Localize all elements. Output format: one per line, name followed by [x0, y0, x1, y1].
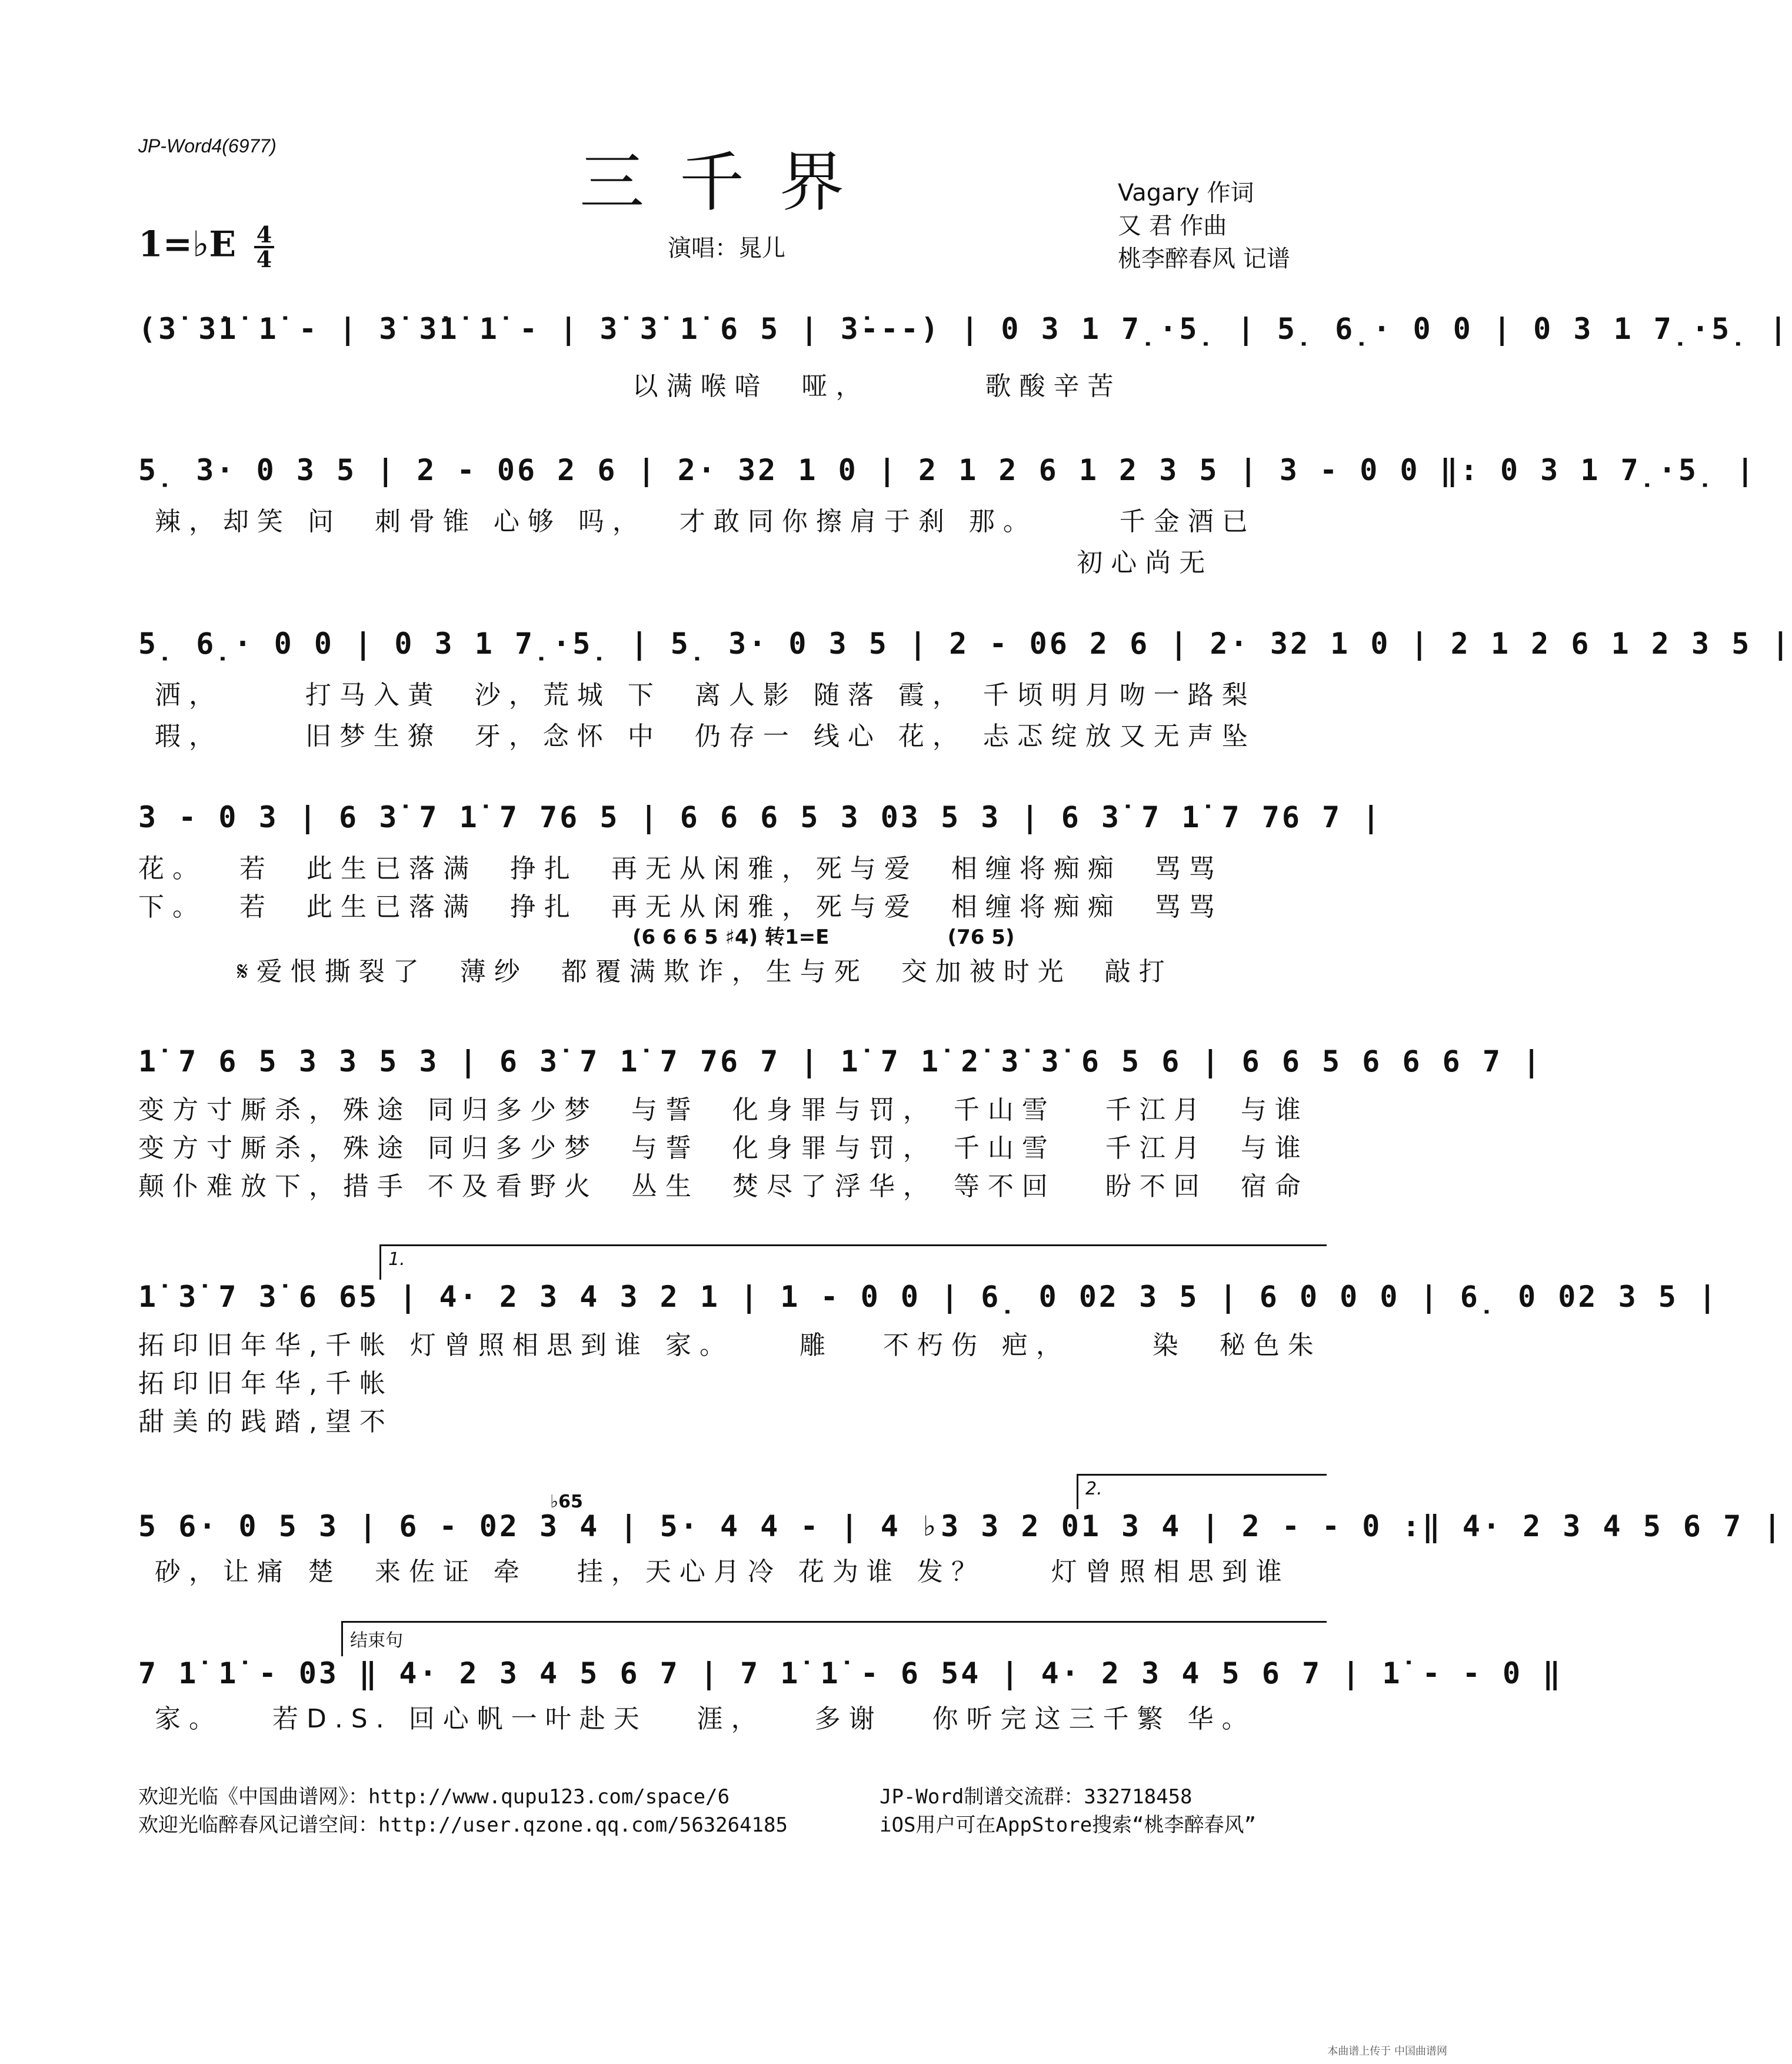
- lyric-line: 变方寸厮杀，殊途 同归多少梦 与誓 化身罪与罚， 千山雪 千江月 与谁: [138, 1095, 1309, 1125]
- watermark-stamp: 本曲谱上传于 中国曲谱网: [1327, 2045, 1447, 2058]
- stave-7: [138, 1474, 1784, 1587]
- footer-text: JP-Word制谱交流群：332718458: [880, 1785, 1193, 1809]
- key-label: 1=♭E: [138, 224, 237, 265]
- lyric-line: 瑕， 旧梦生獠 牙，念怀 中 仍存一 线心 花， 忐忑绽放又无声坠: [138, 721, 1256, 751]
- lyric-line: 下。 若 此生已落满 挣扎 再无从闲雅，死与爱 相缠将痴痴 骂骂: [138, 892, 1223, 922]
- time-signature: [254, 221, 274, 272]
- notation-line: 5̣ 6̣· 0 0 | 0 3 1 7̣·5̣ | 5̣ 3· 0 3 5 | 2 - 06 2 6 | 2· 32 1 0 | 2 1 2 6 1 2 3 5 |: [138, 627, 1792, 661]
- volta-bracket: [379, 1244, 1327, 1246]
- lyric-line: 以满喉喑 哑， 歌酸辛苦: [138, 371, 1122, 401]
- singer: 演唱：晁儿: [668, 235, 785, 262]
- notation-line: 7 1̇ 1̇ - 03 ‖ 4· 2 3 4 5 6 7 | 7 1̇ 1̇ - 6 54 | 4· 2 3 4 5 6 7 | 1̇ - - 0 ‖: [138, 1656, 1563, 1690]
- footer-link[interactable]: 欢迎光临醉春风记谱空间：http://user.qzone.qq.com/563264185: [138, 1813, 788, 1837]
- lyric-line: 洒， 打马入黄 沙，荒城 下 离人影 随落 霞， 千顷明月吻一路梨: [138, 680, 1256, 710]
- alternate-notes: (6 6 6 5 ♯4) 转1=E (76 5): [632, 926, 1015, 949]
- volta-label: 结束句: [350, 1630, 403, 1651]
- key-signature: [138, 221, 274, 272]
- time-top: 4: [256, 221, 272, 248]
- lyric-line: 甜美的践踏,望不: [138, 1407, 394, 1437]
- volta-label: 1.: [388, 1249, 405, 1270]
- lyric-line: 辣，却笑 问 刺骨锥 心够 吗， 才敢同你擦肩于刹 那。 千金酒已: [138, 507, 1256, 537]
- lyric-line: 变方寸厮杀，殊途 同归多少梦 与誓 化身罪与罚， 千山雪 千江月 与谁: [138, 1133, 1309, 1163]
- stave-5: [138, 1044, 1543, 1221]
- lyricist-credit: Vagary 作词: [1118, 179, 1254, 207]
- volta-label: 2.: [1085, 1479, 1102, 1499]
- lyric-line: 拓印旧年华,千帐: [138, 1369, 394, 1399]
- volta-bracket-end: [1077, 1474, 1078, 1509]
- volta-bracket: [1077, 1474, 1327, 1476]
- stave-6: [138, 1244, 1719, 1439]
- song-title: 三千界: [579, 145, 880, 220]
- footer-text: iOS用户可在AppStore搜索“桃李醉春风”: [880, 1813, 1257, 1837]
- notation-line: (3̇ 3̇1̇ 1̇ - | 3̇ 3̇1̇ 1̇ - | 3̇ 3̇ 1̇ 6 5 | 3̇---) | 0 3 1 7̣·5̣ | 5̣ 6̣· 0 0 | 0 3 1 7̣·5̣ |: [138, 312, 1790, 346]
- lyric-line: 𝄋爱恨撕裂了 薄纱 都覆满欺诈，生与死 交加被时光 敲打: [138, 957, 1173, 987]
- source-label: JP-Word4(6977): [138, 135, 277, 157]
- time-bottom: 4: [256, 246, 272, 272]
- grace-notes: ♭65: [550, 1492, 583, 1512]
- transcriber-credit: 桃李醉春风 记谱: [1118, 245, 1290, 272]
- footer-link[interactable]: 欢迎光临《中国曲谱网》：http://www.qupu123.com/space/6: [138, 1785, 730, 1809]
- volta-bracket-end: [379, 1244, 381, 1280]
- notation-line: 5 6· 0 5 3 | 6 - 02 3 4 | 5· 4 4 - | 4 ♭3 3 2 01 3 4 | 2 - - 0 :‖ 4· 2 3 4 5 6 7 |: [138, 1509, 1784, 1543]
- notation-line: 1̇ 7 6 5 3 3 5 3 | 6 3̇ 7 1̇ 7 76 7 | 1̇ 7 1̇ 2̇ 3̇ 3̇ 6 5 6 | 6 6 5 6 6 6 7 |: [138, 1044, 1543, 1078]
- lyric-line: 花。 若 此生已落满 挣扎 再无从闲雅，死与爱 相缠将痴痴 骂骂: [138, 854, 1223, 884]
- notation-line: 1̇ 3̇ 7 3̇ 6 65 | 4· 2 3 4 3 2 1 | 1 - 0 0 | 6̣ 0 02 3 5 | 6 0 0 0 | 6̣ 0 02 3 5 |: [138, 1280, 1719, 1314]
- notation-line: 3 - 0 3 | 6 3̇ 7 1̇ 7 76 5 | 6 6 6 5 3 03 5 3 | 6 3̇ 7 1̇ 7 76 7 |: [138, 800, 1383, 834]
- notation-line: 5̣ 3· 0 3 5 | 2 - 06 2 6 | 2· 32 1 0 | 2 1 2 6 1 2 3 5 | 3 - 0 0 ‖: 0 3 1 7̣·5̣ |: [138, 453, 1757, 487]
- stave-8: [138, 1621, 1563, 1734]
- lyric-line: 颠仆难放下，措手 不及看野火 丛生 焚尽了浮华， 等不回 盼不回 宿命: [138, 1171, 1309, 1201]
- lyric-line: 初心尚无: [138, 548, 1214, 578]
- stave-4: [138, 800, 1383, 1012]
- footer-left: [138, 1783, 788, 1839]
- credits: [1118, 177, 1290, 275]
- stave-3: [138, 627, 1792, 756]
- stave-1: [138, 312, 1790, 430]
- lyric-line: 拓印旧年华,千帐 灯曾照相思到谁 家。 雕 不朽伤 疤， 染 秘色朱: [138, 1330, 1322, 1360]
- lyric-line: 家。 若D.S. 回心帆一叶赴天 涯， 多谢 你听完这三千繁 华。: [138, 1704, 1256, 1734]
- footer-right: [880, 1783, 1256, 1839]
- volta-bracket-end: [341, 1621, 343, 1656]
- lyric-line: 砂，让痛 楚 来佐证 牵 挂，天心月冷 花为谁 发？ 灯曾照相思到谁: [138, 1557, 1290, 1587]
- volta-bracket: [341, 1621, 1327, 1623]
- stave-2: [138, 453, 1757, 582]
- composer-credit: 又 君 作曲: [1118, 212, 1227, 239]
